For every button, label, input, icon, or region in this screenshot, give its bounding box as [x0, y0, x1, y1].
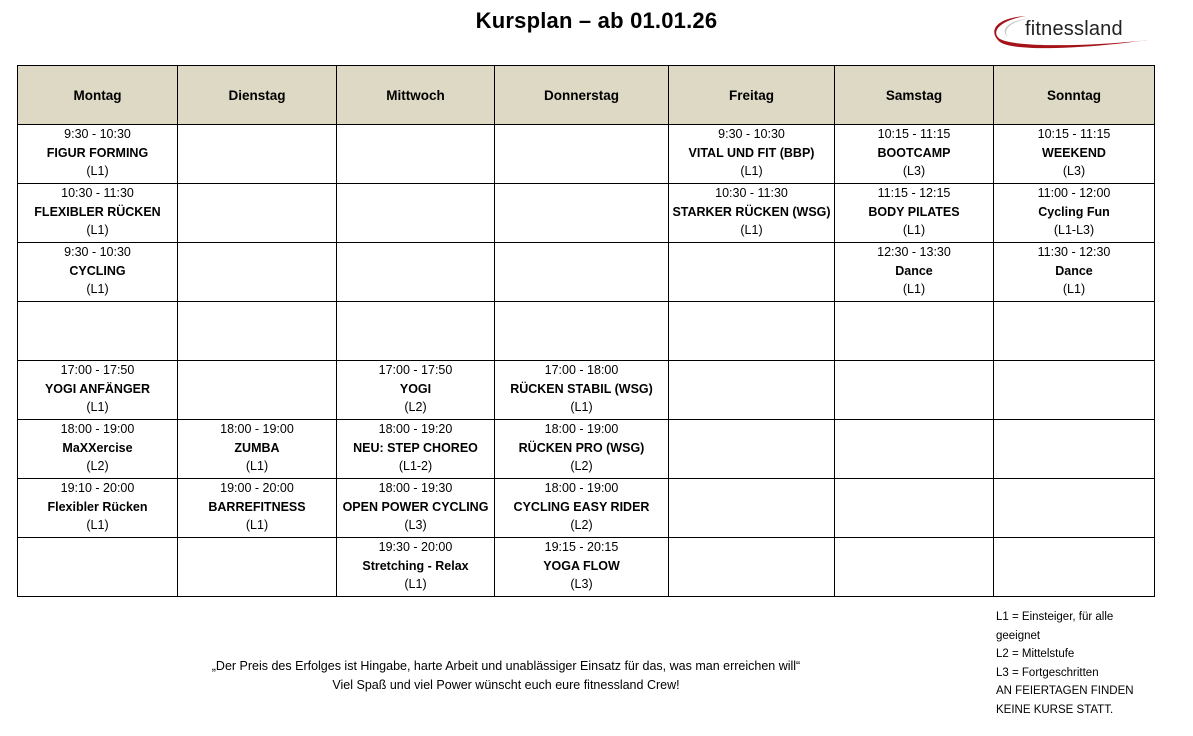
motivational-quote — [0, 657, 1012, 694]
course-name: Dance — [895, 263, 933, 278]
empty-cell — [337, 302, 495, 361]
course-cell — [18, 125, 178, 184]
course-time: 11:15 - 12:15 — [877, 186, 951, 200]
course-level: (L3) — [902, 164, 926, 178]
schedule-row — [18, 243, 1155, 302]
course-level: (L1) — [86, 282, 109, 296]
course-time: 17:00 - 17:50 — [60, 363, 135, 377]
empty-cell — [178, 302, 337, 361]
course-cell — [495, 361, 669, 420]
course-cell — [18, 243, 178, 302]
page-title: Kursplan – ab 01.01.26 — [475, 8, 718, 33]
course-time: 10:30 - 11:30 — [61, 186, 134, 200]
greeting-line: Viel Spaß und viel Power wünscht euch eure fitnessland Crew! — [332, 677, 680, 692]
day-header-mittwoch: Mittwoch — [337, 66, 495, 125]
empty-cell — [994, 302, 1155, 361]
course-name: BOOTCAMP — [877, 145, 951, 160]
course-level: (L1) — [740, 164, 763, 178]
empty-cell — [835, 361, 994, 420]
course-schedule-table — [17, 65, 1155, 597]
empty-cell — [495, 302, 669, 361]
schedule-row — [18, 538, 1155, 597]
course-cell — [18, 361, 178, 420]
day-header-samstag: Samstag — [835, 66, 994, 125]
day-header-row — [18, 66, 1155, 125]
course-cell — [835, 125, 994, 184]
empty-cell — [18, 538, 178, 597]
empty-cell — [669, 538, 835, 597]
course-cell — [669, 184, 835, 243]
schedule-body — [18, 125, 1155, 597]
course-level: (L1) — [245, 459, 269, 473]
schedule-row — [18, 361, 1155, 420]
course-name: Flexibler Rücken — [47, 499, 148, 514]
course-level: (L2) — [570, 518, 593, 532]
empty-cell — [669, 361, 835, 420]
course-cell — [495, 420, 669, 479]
course-name: Cycling Fun — [1038, 204, 1110, 219]
course-cell — [495, 479, 669, 538]
course-name: FIGUR FORMING — [46, 145, 149, 160]
course-time: 18:00 - 19:30 — [378, 481, 453, 495]
course-time: 17:00 - 17:50 — [378, 363, 453, 377]
course-level: (L1) — [570, 400, 593, 414]
day-header-dienstag: Dienstag — [178, 66, 337, 125]
day-header-montag: Montag — [18, 66, 178, 125]
empty-cell — [495, 184, 669, 243]
course-level: (L1) — [902, 282, 926, 296]
course-time: 10:15 - 11:15 — [1037, 127, 1111, 141]
course-name: Stretching - Relax — [362, 558, 469, 573]
course-cell — [835, 243, 994, 302]
empty-cell — [994, 361, 1155, 420]
course-cell — [337, 420, 495, 479]
course-level: (L2) — [404, 400, 427, 414]
course-cell — [835, 184, 994, 243]
course-name: VITAL UND FIT (BBP) — [688, 145, 815, 160]
course-time: 19:30 - 20:00 — [378, 540, 453, 554]
course-name: YOGI ANFÄNGER — [44, 381, 151, 396]
legend-line: AN FEIERTAGEN FINDEN — [996, 685, 1134, 697]
legend-line: L2 = Mittelstufe — [996, 648, 1075, 660]
empty-cell — [178, 538, 337, 597]
empty-cell — [994, 538, 1155, 597]
course-level: (L1) — [404, 577, 427, 591]
course-level: (L1-L3) — [1053, 223, 1095, 237]
empty-cell — [835, 479, 994, 538]
course-time: 18:00 - 19:00 — [220, 422, 294, 436]
schedule-row — [18, 184, 1155, 243]
course-level: (L1) — [740, 223, 763, 237]
empty-cell — [669, 243, 835, 302]
empty-cell — [835, 538, 994, 597]
quote-line: „Der Preis des Erfolges ist Hingabe, harte Arbeit und unablässiger Einsatz für das, was man erreichen will“ — [211, 659, 801, 673]
course-name: Dance — [1055, 263, 1093, 278]
course-time: 10:30 - 11:30 — [715, 186, 788, 200]
course-time: 18:00 - 19:00 — [60, 422, 135, 436]
day-header-freitag: Freitag — [669, 66, 835, 125]
course-name: CYCLING EASY RIDER — [513, 499, 650, 514]
course-level: (L1) — [86, 164, 109, 178]
empty-cell — [835, 420, 994, 479]
course-name: ZUMBA — [234, 440, 280, 455]
fitnessland-logo — [986, 12, 1154, 52]
course-name: CYCLING — [69, 263, 126, 278]
course-cell — [178, 420, 337, 479]
course-cell — [18, 184, 178, 243]
empty-cell — [994, 479, 1155, 538]
schedule-row — [18, 420, 1155, 479]
legend-line: geeignet — [996, 629, 1041, 642]
course-level: (L3) — [570, 577, 593, 591]
course-cell — [994, 243, 1155, 302]
course-level: (L2) — [86, 459, 109, 473]
course-cell — [18, 420, 178, 479]
course-time: 19:00 - 20:00 — [220, 481, 294, 495]
empty-cell — [178, 125, 337, 184]
empty-cell — [495, 243, 669, 302]
legend-line: KEINE KURSE STATT. — [996, 703, 1114, 716]
level-legend — [996, 608, 1156, 719]
course-cell — [669, 125, 835, 184]
course-time: 19:10 - 20:00 — [60, 481, 135, 495]
course-cell — [18, 479, 178, 538]
course-level: (L1) — [245, 518, 269, 532]
course-time: 19:15 - 20:15 — [544, 540, 619, 554]
empty-cell — [18, 302, 178, 361]
logo-text: fitnessland — [1025, 18, 1123, 40]
course-name: RÜCKEN STABIL (WSG) — [510, 381, 653, 396]
course-cell — [337, 361, 495, 420]
course-time: 12:30 - 13:30 — [877, 245, 951, 259]
empty-cell — [669, 302, 835, 361]
course-name: NEU: STEP CHOREO — [353, 440, 478, 455]
empty-cell — [337, 184, 495, 243]
course-level: (L1) — [1062, 282, 1086, 296]
empty-cell — [337, 125, 495, 184]
course-cell — [994, 125, 1155, 184]
course-time: 10:15 - 11:15 — [877, 127, 951, 141]
course-name: YOGI — [399, 381, 432, 396]
course-name: FLEXIBLER RÜCKEN — [34, 204, 161, 219]
empty-cell — [495, 125, 669, 184]
course-level: (L1-2) — [398, 459, 433, 473]
empty-cell — [669, 420, 835, 479]
course-level: (L3) — [404, 518, 427, 532]
course-name: RÜCKEN PRO (WSG) — [518, 440, 645, 455]
course-cell — [495, 538, 669, 597]
day-header-donnerstag: Donnerstag — [495, 66, 669, 125]
course-name: BODY PILATES — [868, 204, 960, 219]
course-time: 9:30 - 10:30 — [718, 127, 785, 141]
legend-line: L3 = Fortgeschritten — [996, 666, 1099, 679]
course-cell — [994, 184, 1155, 243]
course-time: 9:30 - 10:30 — [64, 245, 131, 259]
course-name: WEEKEND — [1042, 145, 1106, 160]
course-name: STARKER RÜCKEN (WSG) — [672, 204, 831, 219]
course-cell — [337, 538, 495, 597]
empty-cell — [337, 243, 495, 302]
course-time: 9:30 - 10:30 — [64, 127, 131, 141]
course-time: 17:00 - 18:00 — [544, 363, 619, 377]
course-name: YOGA FLOW — [543, 558, 620, 573]
course-level: (L1) — [86, 400, 109, 414]
course-cell — [337, 479, 495, 538]
schedule-row — [18, 125, 1155, 184]
course-name: OPEN POWER CYCLING — [342, 499, 489, 514]
empty-cell — [835, 302, 994, 361]
course-level: (L1) — [902, 223, 926, 237]
schedule-row — [18, 302, 1155, 361]
course-time: 11:00 - 12:00 — [1037, 186, 1111, 200]
empty-cell — [178, 184, 337, 243]
course-time: 18:00 - 19:00 — [544, 481, 619, 495]
empty-cell — [669, 479, 835, 538]
legend-line: L1 = Einsteiger, für alle — [996, 611, 1114, 623]
empty-cell — [178, 361, 337, 420]
empty-cell — [178, 243, 337, 302]
course-level: (L1) — [86, 223, 109, 237]
course-time: 18:00 - 19:00 — [544, 422, 619, 436]
empty-cell — [994, 420, 1155, 479]
course-level: (L3) — [1062, 164, 1086, 178]
course-name: BARREFITNESS — [208, 499, 306, 514]
course-name: MaXXercise — [62, 440, 133, 455]
schedule-row — [18, 479, 1155, 538]
course-cell — [178, 479, 337, 538]
course-level: (L1) — [86, 518, 109, 532]
course-level: (L2) — [570, 459, 593, 473]
course-time: 11:30 - 12:30 — [1037, 245, 1111, 259]
day-header-sonntag: Sonntag — [994, 66, 1155, 125]
course-time: 18:00 - 19:20 — [378, 422, 453, 436]
